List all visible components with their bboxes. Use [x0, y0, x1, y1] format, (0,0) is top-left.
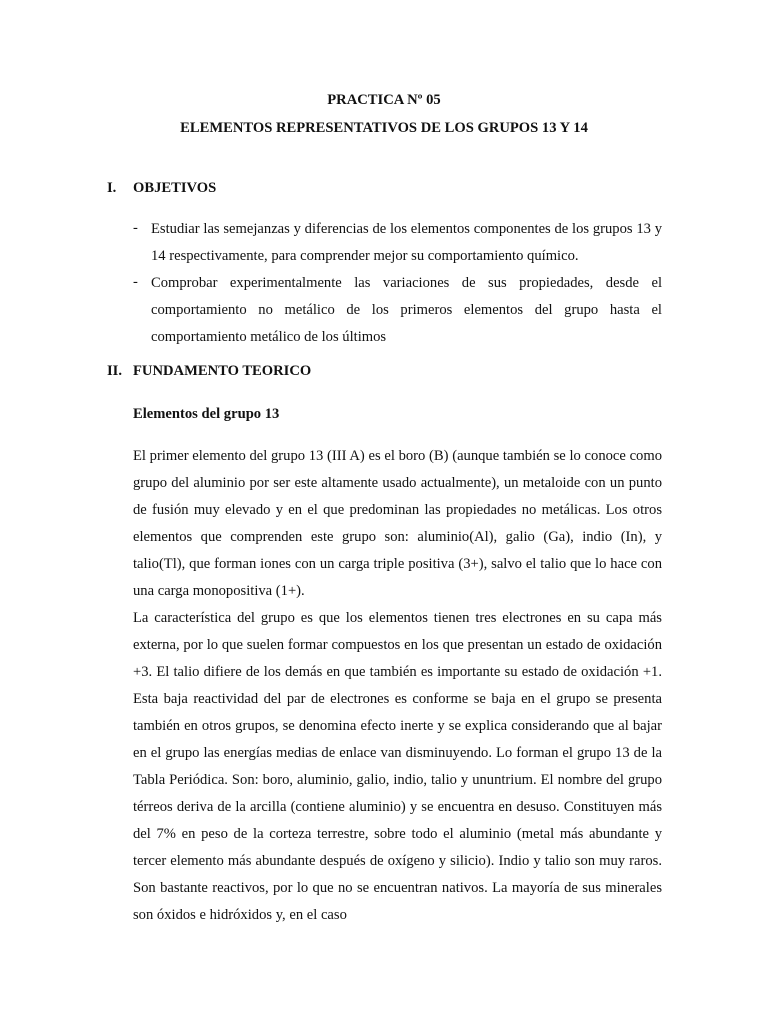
- section-1-title: OBJETIVOS: [133, 180, 217, 196]
- section-2-title: FUNDAMENTO TEORICO: [133, 363, 312, 379]
- objective-item-1: Estudiar las semejanzas y diferencias de los elementos componentes de los grupos 13 y 14 respectivamente, para comprender mejor su comportamiento químico.: [151, 221, 662, 264]
- section-1-number: I.: [107, 180, 117, 196]
- subheading-group-13: Elementos del grupo 13: [133, 406, 280, 422]
- document-title: PRACTICA Nº 05: [327, 92, 441, 108]
- document-subtitle: ELEMENTOS REPRESENTATIVOS DE LOS GRUPOS 13 Y 14: [180, 120, 588, 136]
- paragraph-1: El primer elemento del grupo 13 (III A) es el boro (B) (aunque también se lo conoce como grupo del aluminio por ser este altamente usado actualmente), un metaloide con un punto de fusión muy elevado y en el que predominan las propiedades no metálicas. Los otros elementos que comprenden este grupo son: aluminio(Al), galio (Ga), indio (In), y talio(Tl), que forman iones con un carga triple positiva (3+), salvo el talio que lo hace con una carga monopositiva (1+).: [133, 448, 662, 599]
- paragraph-2: La característica del grupo es que los elementos tienen tres electrones en su capa más externa, por lo que suelen formar compuestos en los que presentan un estado de oxidación +3. El talio difiere de los demás en que también es importante su estado de oxidación +1. Esta baja reactividad del par de electrones es conforme se baja en el grupo se presenta también en otros grupos, se denomina efecto inerte y se explica considerando que al bajar en el grupo las energías medias de enlace van disminuyendo. Lo forman el grupo 13 de la Tabla Periódica. Son: boro, aluminio, galio, indio, talio y ununtrium. El nombre del grupo térreos deriva de la arcilla (contiene aluminio) y se encuentra en desuso. Constituyen más del 7% en peso de la corteza terrestre, sobre todo el aluminio (metal más abundante y tercer elemento más abundante después de oxígeno y silicio). Indio y talio son muy raros. Son bastante reactivos, por lo que no se encuentran nativos. La mayoría de sus minerales son óxidos e hidróxidos y, en el caso: [133, 610, 662, 923]
- section-2-number: II.: [107, 363, 123, 379]
- bullet-dash: -: [133, 220, 138, 236]
- bullet-dash: -: [133, 274, 138, 290]
- objective-item-2: Comprobar experimentalmente las variaciones de sus propiedades, desde el comportamiento no metálico de los primeros elementos del grupo hasta el comportamiento metálico de los últimos: [151, 275, 662, 345]
